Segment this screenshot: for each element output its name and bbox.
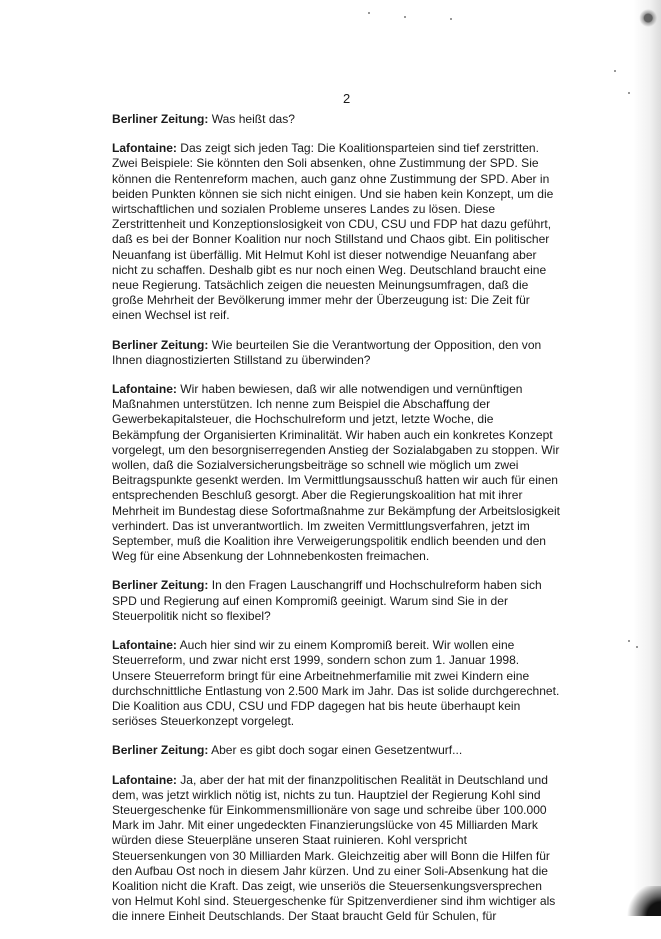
interview-paragraph	[112, 141, 642, 323]
text-line: Steuergeschenke für Einkommensmillionäre von sage und schreibe über 100.000	[112, 802, 547, 817]
interview-paragraph	[112, 743, 642, 758]
interview-paragraph	[112, 638, 642, 729]
text-line: Zerstrittenheit und Konzeptionslosigkeit von CDU, CSU und FDP hat dazu geführt,	[112, 217, 552, 232]
text-line: verhindert. Das ist unverantwortlich. Im zweiten Vermittlungsverfahren, jetzt im	[112, 518, 530, 533]
text-line: neue Regierung. Tatsächlich zeigen die neuesten Meinungsumfragen, daß die	[112, 278, 529, 293]
speaker-label: Lafontaine:	[112, 141, 177, 156]
interview-paragraph	[112, 578, 642, 624]
text-line: Berliner Zeitung: In den Fragen Lauschangriff und Hochschulreform haben sich	[112, 578, 542, 593]
speaker-label: Lafontaine:	[112, 382, 177, 397]
speaker-label: Berliner Zeitung:	[112, 578, 209, 593]
text-line: Berliner Zeitung: Aber es gibt doch sogar einen Gesetzentwurf...	[112, 743, 463, 758]
text-line: können die Rentenreform machen, auch ganz ohne Zustimmung der SPD. Aber in	[112, 171, 550, 186]
speaker-label: Lafontaine:	[112, 772, 177, 787]
text-line: beiden Punkten können sie sich nicht einigen. Und sie haben kein Konzept, um die	[112, 186, 554, 201]
text-line: seriöses Steuerkonzept vorgelegt.	[112, 714, 295, 729]
interview-paragraph	[112, 112, 642, 127]
text-line: vorgelegt, um den besorgniserregenden Anstieg der Sozialabgaben zu stoppen. Wir	[112, 442, 560, 457]
text-line: durchschnittliche Entlastung von 2.500 Mark im Jahr. Das ist solide durchgerechnet.	[112, 683, 560, 698]
interview-text	[112, 112, 642, 939]
text-line: Ihnen diagnostizierten Stillstand zu überwinden?	[112, 352, 371, 367]
interview-paragraph	[112, 338, 642, 368]
text-line: entsprechenden Beschluß gesorgt. Aber die Regierungskoalition hat mit ihrer	[112, 488, 523, 503]
text-line: Berliner Zeitung: Wie beurteilen Sie die Verantwortung der Opposition, den von	[112, 337, 542, 352]
text-line: nicht zu schaffen. Deshalb gibt es nur noch einen Weg. Deutschland braucht eine	[112, 262, 547, 277]
text-line: die innere Einheit Deutschlands. Der Staat braucht Geld für Schulen, für	[112, 909, 497, 924]
speaker-label: Berliner Zeitung:	[112, 337, 209, 352]
page-number: 2	[343, 91, 351, 106]
text-line: Steuerpolitik nicht so flexibel?	[112, 608, 271, 623]
text-line: wollen, daß die Sozialversicherungsbeiträge so schnell wie möglich um zwei	[112, 458, 519, 473]
interview-paragraph	[112, 382, 642, 564]
text-line: Bekämpfung der Organisierten Kriminalität. Wir haben auch ein konkretes Konzept	[112, 427, 553, 442]
staple-mark	[635, 6, 657, 36]
text-line: Zwei Beispiele: Sie könnten den Soli absenken, ohne Zustimmung der SPD. Sie	[112, 156, 539, 171]
text-line: Lafontaine: Auch hier sind wir zu einem Kompromiß bereit. Wir wollen eine	[112, 638, 515, 653]
text-line: daß es bei der Bonner Koalition nur noch Stillstand und Chaos gibt. Ein politischer	[112, 232, 550, 247]
text-line: Steuersenkungen von 30 Milliarden Mark. Gleichzeitig aber will Bonn die Hilfen für	[112, 848, 550, 863]
text-line: Mehrheit im Bundestag diese Sofortmaßnahme zur Bekämpfung der Arbeitslosigkeit	[112, 503, 560, 518]
text-line: wirtschaftlichen und sozialen Probleme unseres Landes zu lösen. Diese	[112, 202, 496, 217]
text-line: Lafontaine: Wir haben bewiesen, daß wir alle notwendigen und vernünftigen	[112, 382, 523, 397]
text-line: Berliner Zeitung: Was heißt das?	[112, 112, 295, 126]
speaker-label: Berliner Zeitung:	[112, 743, 209, 758]
text-line: Koalition nicht die Kraft. Das zeigt, wie unseriös die Steuersenkungsversprechen	[112, 878, 542, 893]
speaker-label: Berliner Zeitung:	[112, 112, 209, 126]
text-line: Mark im Jahr. Mit einer ungedeckten Finanzierungslücke von 45 Milliarden Mark	[112, 818, 538, 833]
text-line: Unsere Steuerreform bringt für eine Arbeitnehmerfamilie mit zwei Kindern eine	[112, 668, 530, 683]
text-line: Steuerreform, und zwar nicht erst 1999, sondern schon zum 1. Januar 1998.	[112, 653, 520, 668]
text-line: den Aufbau Ost noch in diesem Jahr kürzen. Und zu einer Soli-Absenkung hat die	[112, 863, 548, 878]
speaker-label: Lafontaine:	[112, 638, 177, 653]
text-line: dem, was jetzt wirklich nötig ist, nichts zu tun. Hauptziel der Regierung Kohl sind	[112, 787, 541, 802]
text-line: Gewerbekapitalsteuer, die Hochschulreform und jetzt, letzte Woche, die	[112, 412, 494, 427]
text-line: von Helmut Kohl sind. Steuergeschenke für Spitzenverdiener sind ihm wichtiger als	[112, 894, 556, 909]
text-line: Neuanfang ist überfällig. Mit Helmut Kohl ist dieser notwendige Neuanfang aber	[112, 247, 537, 262]
text-line: einen Wechsel ist reif.	[112, 308, 230, 323]
interview-paragraph	[112, 773, 642, 925]
text-line: würden diese Steuerpläne unseren Staat ruinieren. Kohl verspricht	[112, 833, 467, 848]
text-line: SPD und Regierung auf einen Kompromiß geeinigt. Warum sind Sie in der	[112, 593, 508, 608]
text-line: Weg für eine Absenkung der Lohnnebenkosten freimachen.	[112, 549, 430, 564]
text-line: Lafontaine: Ja, aber der hat mit der finanzpolitischen Realität in Deutschland und	[112, 772, 548, 787]
text-line: Die Koalition aus CDU, CSU und FDP dagegen hat bis heute überhaupt kein	[112, 698, 521, 713]
text-line: Lafontaine: Das zeigt sich jeden Tag: Die Koalitionsparteien sind tief zerstritten.	[112, 141, 539, 156]
text-line: große Mehrheit der Bevölkerung immer mehr der Überzeugung ist: Die Zeit für	[112, 293, 530, 308]
text-line: September, muß die Koalition ihre Verweigerungspolitik endlich beenden und den	[112, 534, 546, 549]
text-line: Maßnahmen unterstützen. Ich nenne zum Beispiel die Abschaffung der	[112, 397, 491, 412]
text-line: Beitragspunkte gesenkt werden. Im Vermittlungsausschuß hatten wir auch für einen	[112, 473, 558, 488]
